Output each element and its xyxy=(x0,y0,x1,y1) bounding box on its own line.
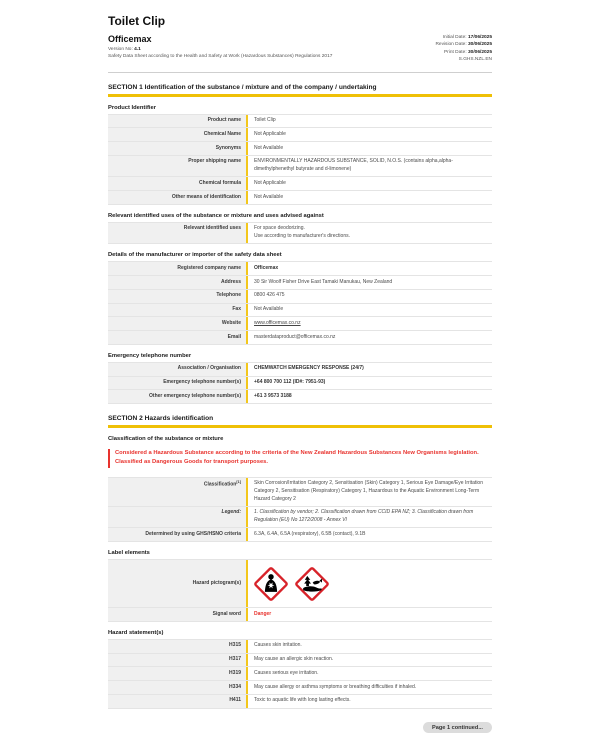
table-row xyxy=(108,177,492,191)
manufacturer-details-heading: Details of the manufacturer or importer of the safety data sheet xyxy=(108,252,282,259)
table-row xyxy=(108,377,492,391)
table-row xyxy=(108,608,492,622)
hazard-text: Toxic to aquatic life with long lasting effects. xyxy=(254,697,351,704)
section2-header: SECTION 2 Hazards identification xyxy=(108,415,492,428)
hazard-code: H317 xyxy=(108,654,248,667)
label-elements-heading: Label elements xyxy=(108,550,150,557)
relevant-uses-table xyxy=(108,222,492,245)
hazard-warning-note: Considered a Hazardous Substance according to the criteria of the New Zealand Hazardous Substances New Organisms legislation. Classified as Dangerous Goods for transport purposes. xyxy=(108,449,492,468)
ghs08-health-hazard-icon xyxy=(254,567,288,601)
row-value: Officemax xyxy=(254,264,279,271)
footnote-marker: [1] xyxy=(236,480,241,485)
row-label: Signal word xyxy=(108,608,248,621)
table-row xyxy=(108,317,492,331)
row-value: 6.3A, 6.4A, 6.5A (respiratory), 6.5B (contact), 9.1B xyxy=(254,530,366,537)
row-label: Association / Organisation xyxy=(108,363,248,376)
row-label: Emergency telephone number(s) xyxy=(108,377,248,390)
row-label: Proper shipping name xyxy=(108,156,248,177)
row-label: Relevant identified uses xyxy=(108,223,248,244)
row-label: Classification[1] xyxy=(108,478,248,506)
hazard-text: May cause an allergic skin reaction. xyxy=(254,656,334,663)
website-link[interactable]: www.officemax.co.nz xyxy=(254,319,301,326)
row-value: CHEMWATCH EMERGENCY RESPONSE (24/7) xyxy=(254,365,364,372)
row-value: 30 Sir Woolf Fisher Drive East Tamaki Manukau, New Zealand xyxy=(254,278,393,285)
table-row xyxy=(108,290,492,304)
row-label: Legend: xyxy=(108,507,248,528)
header-left xyxy=(108,34,332,60)
relevant-uses-heading: Relevant identified uses of the substance or mixture and uses advised against xyxy=(108,212,324,219)
header-dates xyxy=(435,34,492,64)
table-row xyxy=(108,304,492,318)
revision-date: Revision Date: 30/06/2025 xyxy=(435,42,492,48)
table-row xyxy=(108,156,492,178)
table-row xyxy=(108,560,492,608)
table-row xyxy=(108,223,492,245)
classification-heading: Classification of the substance or mixture xyxy=(108,436,224,443)
email-link[interactable]: masterdataproduct@officemax.co.nz xyxy=(254,333,336,340)
table-row xyxy=(108,507,492,529)
product-identifier-heading: Product Identifier xyxy=(108,104,156,111)
initial-date: Initial Date: 17/06/2025 xyxy=(442,35,492,40)
hazard-code: H319 xyxy=(108,667,248,680)
row-value: Not Applicable xyxy=(254,130,286,137)
version-line: Version No: 4.1 xyxy=(108,47,141,52)
row-value: 1. Classification by vendor; 2. Classification drawn from CCID EPA NZ; 3. Classification drawn from Regulation (EU) No 1272/2008 - Annex VI xyxy=(254,509,474,524)
row-value: Toilet Clip xyxy=(254,117,276,124)
row-label: Website xyxy=(108,317,248,330)
page-footer xyxy=(108,716,492,734)
table-row xyxy=(108,363,492,377)
hazard-code: H334 xyxy=(108,681,248,694)
row-value: Not Available xyxy=(254,193,284,200)
hazard-statements-heading: Hazard statement(s) xyxy=(108,629,164,636)
row-label: Registered company name xyxy=(108,262,248,275)
product-identifier-table xyxy=(108,114,492,205)
row-value xyxy=(248,331,492,344)
row-value: Not Available xyxy=(254,306,284,313)
emergency-table xyxy=(108,362,492,404)
table-row xyxy=(108,128,492,142)
emergency-heading: Emergency telephone number xyxy=(108,352,192,359)
row-label: Other emergency telephone number(s) xyxy=(108,390,248,403)
row-value: For space deodorizing. Use according to manufacturer's directions. xyxy=(254,225,350,240)
row-value: Not Available xyxy=(254,144,284,151)
page-continued-badge: Page 1 continued... xyxy=(423,722,492,733)
hazard-text: May cause allergy or asthma symptoms or breathing difficulties if inhaled. xyxy=(254,683,417,690)
manufacturer-details-table xyxy=(108,261,492,345)
section1-header: SECTION 1 Identification of the substance / mixture and of the company / undertaking xyxy=(108,84,492,97)
table-row xyxy=(108,681,492,695)
hazard-code: H411 xyxy=(108,695,248,708)
header-divider xyxy=(108,72,492,73)
table-row xyxy=(108,115,492,129)
row-value: 0800 426 475 xyxy=(254,292,285,299)
sds-code: S.GHS.NZL.EN xyxy=(458,57,492,63)
row-value: Not Applicable xyxy=(254,179,286,186)
row-value: Skin Corrosion/Irritation Category 2, Sensitisation (Skin) Category 1, Serious Eye Damage/Eye Irritation Category 2, Sensitisation (Respiratory) Category 1, Hazardous to the Aquatic Environment Long-Term Hazard Category 2 xyxy=(254,480,483,502)
version-number: 4.1 xyxy=(134,47,141,52)
row-label: Chemical Name xyxy=(108,128,248,141)
row-label: Chemical formula xyxy=(108,177,248,190)
ghs09-environment-icon xyxy=(295,567,329,601)
row-label: Fax xyxy=(108,304,248,317)
row-label: Address xyxy=(108,276,248,289)
table-row xyxy=(108,528,492,542)
signal-word-value: Danger xyxy=(254,610,272,617)
row-label: Product name xyxy=(108,115,248,128)
table-row xyxy=(108,478,492,507)
row-value: ENVIRONMENTALLY HAZARDOUS SUBSTANCE, SOLID, N.O.S. (contains alpha,alpha-dimethylphenethyl butyrate and d-limonene) xyxy=(254,158,453,173)
hazard-statements-table xyxy=(108,639,492,709)
table-row xyxy=(108,276,492,290)
row-label: Email xyxy=(108,331,248,344)
hazard-text: Causes serious eye irritation. xyxy=(254,669,319,676)
table-row xyxy=(108,695,492,709)
product-title: Toilet Clip xyxy=(108,14,166,28)
hazard-text: Causes skin irritation. xyxy=(254,642,302,649)
table-row xyxy=(108,191,492,205)
table-row xyxy=(108,331,492,345)
table-row xyxy=(108,654,492,668)
row-value: +61 3 9573 3188 xyxy=(254,392,292,399)
row-label: Determined by using GHS/HSNO criteria xyxy=(108,528,248,541)
company-name: Officemax xyxy=(108,34,152,44)
pictogram-cell xyxy=(248,560,492,607)
row-label: Hazard pictogram(s) xyxy=(108,560,248,607)
row-value xyxy=(248,317,492,330)
label-elements-table xyxy=(108,559,492,622)
row-label: Telephone xyxy=(108,290,248,303)
print-date: Print Date: 30/06/2025 xyxy=(443,49,492,55)
table-row xyxy=(108,640,492,654)
classification-table xyxy=(108,477,492,543)
table-row xyxy=(108,667,492,681)
table-row xyxy=(108,262,492,276)
row-label: Other means of identification xyxy=(108,191,248,204)
row-label: Synonyms xyxy=(108,142,248,155)
sds-subtitle: Safety Data Sheet according to the Health and Safety at Work (Hazardous Substances) Regulations 2017 xyxy=(108,54,333,60)
row-value: +64 800 700 112 (ID#: 7951-93) xyxy=(254,379,326,386)
table-row xyxy=(108,390,492,404)
table-row xyxy=(108,142,492,156)
hazard-code: H315 xyxy=(108,640,248,653)
